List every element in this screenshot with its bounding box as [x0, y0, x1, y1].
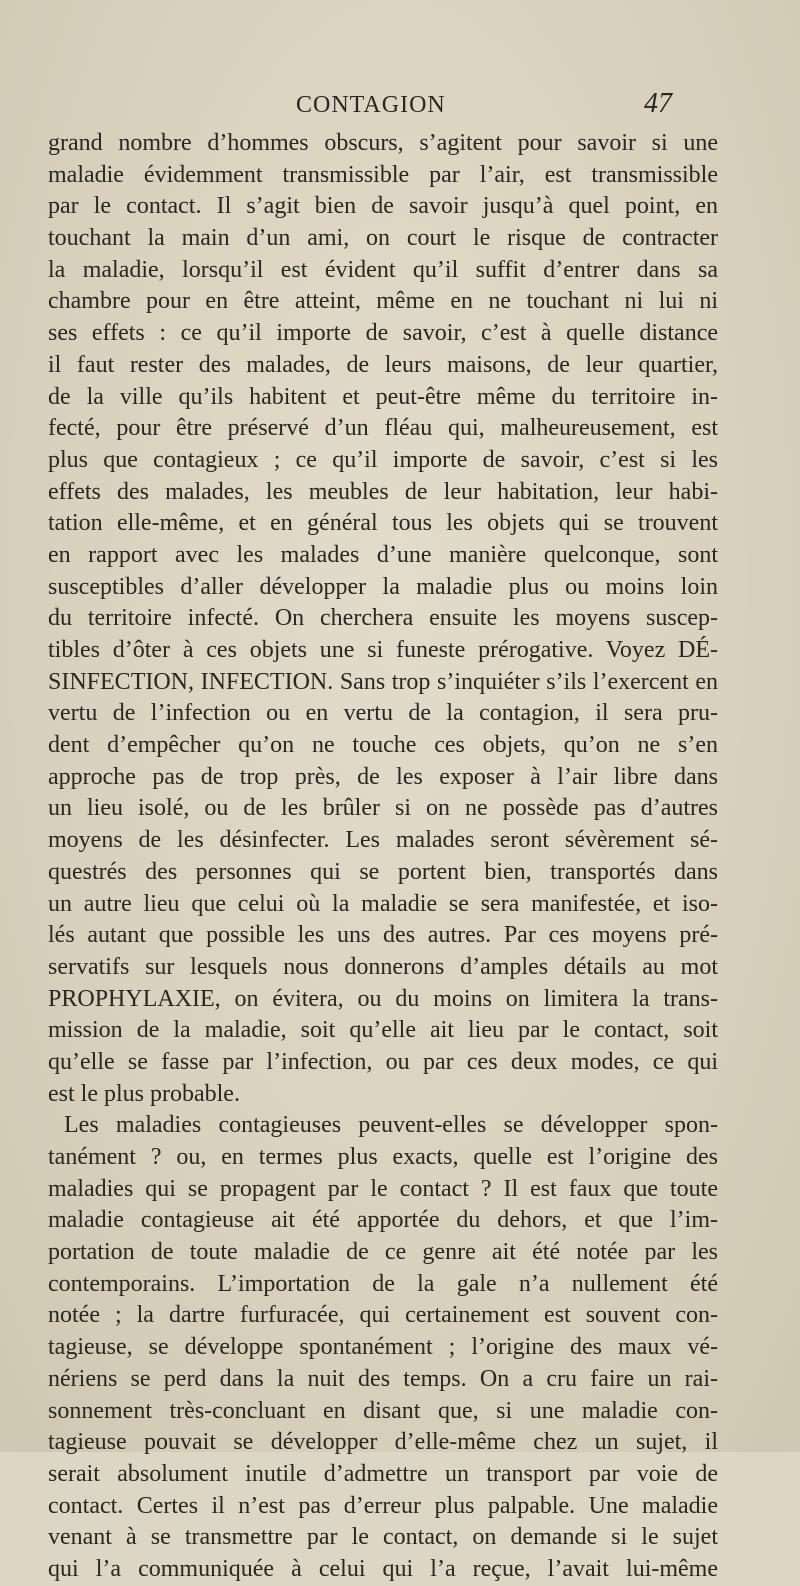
text-line: chambre pour en être atteint, même en ne touchant ni lui ni — [48, 288, 718, 315]
text-line: sonnement très-concluant en disant que, si une maladie con- — [48, 1397, 718, 1424]
text-line: est le plus probable. — [48, 1080, 240, 1107]
text-line: qui l’a communiquée à celui qui l’a reçue, l’avait lui-même — [48, 1555, 718, 1582]
text-line: nériens se perd dans la nuit des temps. On a cru faire un rai- — [48, 1365, 718, 1392]
text-line: portation de toute maladie de ce genre ait été notée par les — [48, 1239, 718, 1266]
text-line: grand nombre d’hommes obscurs, s’agitent pour savoir si une — [48, 130, 718, 156]
running-title: CONTAGION — [296, 92, 446, 118]
text-line: effets des malades, les meubles de leur habitation, leur habi- — [48, 478, 718, 505]
text-line: questrés des personnes qui se portent bien, transportés dans — [48, 858, 718, 885]
text-line: de la ville qu’ils habitent et peut-être même du territoire in- — [48, 383, 718, 410]
text-line: contemporains. L’importation de la gale n’a nullement été — [48, 1270, 718, 1297]
text-line: en rapport avec les malades d’une manière quelconque, sont — [48, 541, 718, 568]
text-line: il faut rester des malades, de leurs maisons, de leur quartier, — [48, 351, 718, 378]
text-line: tanément ? ou, en termes plus exacts, quelle est l’origine des — [48, 1144, 718, 1170]
text-line: du territoire infecté. On cherchera ensuite les moyens suscep- — [48, 605, 718, 632]
text-line: moyens de les désinfecter. Les malades seront sévèrement sé- — [48, 827, 718, 854]
body-text — [48, 128, 718, 1586]
text-line: maladie évidemment transmissible par l’air, est transmissible — [48, 161, 718, 188]
text-line: qu’elle se fasse par l’infection, ou par ces deux modes, ce qui — [48, 1048, 718, 1075]
text-line: vertu de l’infection ou en vertu de la contagion, il sera pru- — [48, 700, 718, 727]
text-line: susceptibles d’aller développer la maladie plus ou moins loin — [48, 573, 718, 600]
text-line: maladie contagieuse ait été apportée du dehors, et que l’im- — [48, 1207, 718, 1234]
page-header — [0, 88, 800, 128]
text-line: venant à se transmettre par le contact, on demande si le sujet — [48, 1524, 718, 1551]
page-number: 47 — [644, 88, 672, 119]
text-line: notée ; la dartre furfuracée, qui certainement est souvent con- — [48, 1302, 718, 1329]
text-line: fecté, pour être préservé d’un fléau qui, malheureusement, est — [48, 415, 718, 442]
text-line: par le contact. Il s’agit bien de savoir jusqu’à quel point, en — [48, 193, 718, 220]
text-line: tibles d’ôter à ces objets une si funeste prérogative. Voyez DÉ- — [48, 637, 718, 663]
text-line: un lieu isolé, ou de les brûler si on ne possède pas d’autres — [48, 795, 718, 822]
text-line: dent d’empêcher qu’on ne touche ces objets, qu’on ne s’en — [48, 732, 718, 759]
text-line: PROPHYLAXIE, on évitera, ou du moins on limitera la trans- — [48, 985, 718, 1012]
text-line: touchant la main d’un ami, on court le risque de contracter — [48, 225, 718, 252]
text-line: la maladie, lorsqu’il est évident qu’il suffit d’entrer dans sa — [48, 256, 718, 283]
text-line: ses effets : ce qu’il importe de savoir, c’est à quelle distance — [48, 320, 718, 347]
text-line: SINFECTION, INFECTION. Sans trop s’inquiéter s’ils l’exercent en — [48, 668, 718, 695]
text-line: maladies qui se propagent par le contact ? Il est faux que toute — [48, 1175, 718, 1202]
text-line: plus que contagieux ; ce qu’il importe de savoir, c’est si les — [48, 446, 718, 473]
text-line: tation elle-même, et en général tous les objets qui se trouvent — [48, 510, 718, 537]
text-line: Les maladies contagieuses peuvent-elles se développer spon- — [64, 1112, 718, 1139]
text-line: approche pas de trop près, de les exposer à l’air libre dans — [48, 763, 718, 790]
text-line: contact. Certes il n’est pas d’erreur plus palpable. Une maladie — [48, 1492, 718, 1519]
text-line: lés autant que possible les uns des autres. Par ces moyens pré- — [48, 922, 718, 949]
text-line: mission de la maladie, soit qu’elle ait lieu par le contact, soit — [48, 1017, 718, 1044]
text-line: tagieuse pouvait se développer d’elle-même chez un sujet, il — [48, 1429, 718, 1456]
text-line: servatifs sur lesquels nous donnerons d’amples détails au mot — [48, 953, 718, 980]
text-line: un autre lieu que celui où la maladie se sera manifestée, et iso- — [48, 890, 718, 917]
text-line: tagieuse, se développe spontanément ; l’origine des maux vé- — [48, 1334, 718, 1361]
text-line: serait absolument inutile d’admettre un transport par voie de — [48, 1460, 718, 1487]
